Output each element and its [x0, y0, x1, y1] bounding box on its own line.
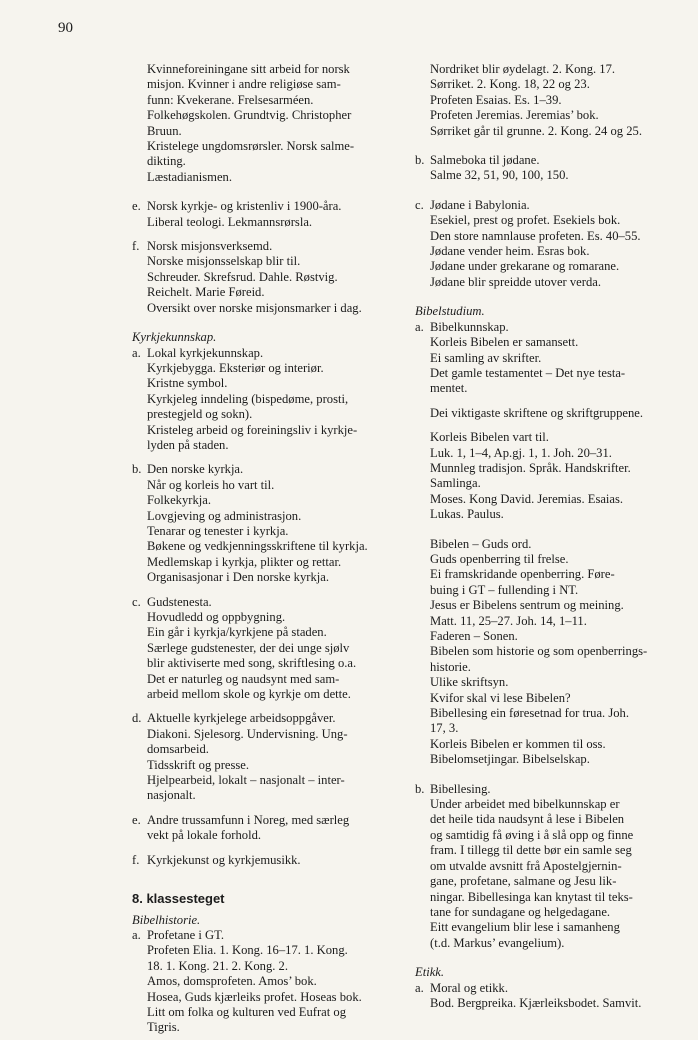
text-line: Tidsskrift og presse. [147, 757, 250, 772]
text-line: Det er naturleg og naudsynt med sam- [147, 671, 340, 686]
item-letter: a. [132, 927, 141, 942]
text-line: Samlinga. [430, 476, 481, 491]
text-line: Lokal kyrkjekunnskap. [147, 345, 264, 360]
left-column [132, 62, 390, 1036]
grade-heading: 8. klassesteget [132, 891, 225, 907]
text-line: Moral og etikk. [430, 980, 508, 995]
text-line: Kristeleg arbeid og foreiningsliv i kyrkje- [147, 422, 358, 437]
text-line: Folkehøgskolen. Grundtvig. Christopher [147, 108, 352, 123]
list-item-c [415, 198, 670, 290]
text-line: Lukas. Paulus. [430, 507, 504, 522]
text-line: Bøkene og vedkjenningsskriftene til kyrkja. [147, 539, 368, 554]
item-letter: a. [132, 345, 141, 360]
text-line: Kyrkjekunst og kyrkjemusikk. [147, 852, 301, 867]
item-letter: b. [415, 781, 425, 796]
text-line: Esekiel, prest og profet. Esekiels bok. [430, 213, 621, 228]
text-line: det heile tida naudsynt å lese i Bibelen [430, 812, 625, 827]
text-line: Særlege gudstenester, der dei unge sjølv [147, 640, 350, 655]
text-line: Jødane i Babylonia. [430, 197, 530, 212]
page-number: 90 [58, 20, 73, 36]
text-line: Luk. 1, 1–4, Ap.gj. 1, 1. Joh. 20–31. [430, 445, 612, 460]
text-line: Lovgjeving og administrasjon. [147, 508, 302, 523]
text-line: Eitt evangelium blir lese i samanheng [430, 920, 620, 935]
item-letter: e. [132, 199, 141, 214]
text-line: Kristne symbol. [147, 376, 228, 391]
text-line: Profeten Elia. 1. Kong. 16–17. 1. Kong. [147, 943, 348, 958]
text-line: dikting. [147, 154, 186, 169]
text-line: ningar. Bibellesinga kan knytast til teks- [430, 889, 633, 904]
text-line: Folkekyrkja. [147, 493, 212, 508]
list-item-d [132, 711, 390, 803]
text-line: Den norske kyrkja. [147, 462, 244, 477]
text-line: Tigris. [147, 1020, 180, 1035]
text-line: Kvifor skal vi lese Bibelen? [430, 690, 571, 705]
text-line: Sørriket. 2. Kong. 18, 22 og 23. [430, 77, 590, 92]
list-item-e2 [132, 813, 390, 844]
text-line: Hosea, Guds kjærleiks profet. Hoseas bok. [147, 989, 362, 1004]
text-line: Bibelomsetjingar. Bibelselskap. [430, 752, 590, 767]
text-line: Korleis Bibelen vart til. [430, 430, 549, 445]
text-line: Norsk kyrkje- og kristenliv i 1900-åra. [147, 199, 342, 214]
text-line: Reichelt. Marie Føreid. [147, 285, 265, 300]
text-line: 18. 1. Kong. 21. 2. Kong. 2. [147, 958, 288, 973]
list-item-c [132, 595, 390, 703]
text-line: Læstadianismen. [147, 169, 232, 184]
text-line: Moses. Kong David. Jeremias. Esaias. [430, 491, 624, 506]
text-line: Profetane i GT. [147, 927, 225, 942]
section-subheading: Bibelhistorie. [132, 912, 201, 927]
list-item-a [415, 320, 670, 768]
text-line: Salmeboka til jødane. [430, 153, 540, 168]
text-line: domsarbeid. [147, 742, 209, 757]
text-line: Gudstenesta. [147, 594, 212, 609]
text-line: Faderen – Sonen. [430, 629, 518, 643]
text-line: Bibellesing ein føresetnad for trua. Joh. [430, 706, 629, 721]
text-line: historie. [430, 659, 471, 674]
section-subheading: Bibelstudium. [415, 304, 485, 319]
text-line: mentet. [430, 381, 468, 396]
text-line: Litt om folka og kulturen ved Eufrat og [147, 1004, 347, 1019]
text-line: Profeten Esaias. Es. 1–39. [430, 92, 562, 107]
text-line: Det gamle testamentet – Det nye testa- [430, 365, 626, 380]
text-line: om utvalde avsnitt frå Apostelgjernin- [430, 858, 622, 873]
text-line: prestegjeld og sokn). [147, 407, 253, 422]
text-line: Norsk misjonsverksemd. [147, 239, 273, 254]
text-line: funn: Kvekerane. Frelsesarméen. [147, 92, 314, 107]
list-item-a [415, 981, 670, 1012]
list-item-f2 [132, 853, 390, 868]
text-line: Munnleg tradisjon. Språk. Handskrifter. [430, 460, 631, 475]
item-letter: a. [415, 319, 424, 334]
text-line: buing i GT – fullending i NT. [430, 582, 579, 597]
text-line: Hovudledd og oppbygning. [147, 610, 286, 624]
text-line: Bruun. [147, 123, 182, 138]
text-line: Jødane blir spreidde utover verda. [430, 274, 602, 289]
text-line: Schreuder. Skrefsrud. Dahle. Røstvig. [147, 269, 338, 284]
text-line: gane, profetane, salmane og Jesu lik- [430, 874, 617, 889]
item-letter: a. [415, 980, 424, 995]
item-letter: c. [132, 594, 141, 609]
text-line: blir aktiviserte med song, skriftlesing o.a. [147, 656, 357, 671]
text-line: Dei viktigaste skriftene og skriftgruppene. [430, 405, 643, 420]
text-line: Jesus er Bibelens sentrum og meining. [430, 598, 624, 613]
text-line: Matt. 11, 25–27. Joh. 14, 1–11. [430, 613, 587, 628]
list-item-b [415, 153, 670, 184]
item-letter: e. [132, 812, 141, 827]
section-subheading: Kyrkjekunnskap. [132, 330, 217, 345]
list-item-f [132, 239, 390, 316]
list-item-b [415, 782, 670, 951]
text-line: Guds openberring til frelse. [430, 551, 569, 566]
list-item-e [132, 199, 390, 230]
text-line: Korleis Bibelen er kommen til oss. [430, 736, 606, 751]
text-line: Ei samling av skrifter. [430, 350, 542, 365]
item-letter: f. [132, 239, 140, 254]
text-line: Liberal teologi. Lekmannsrørsla. [147, 214, 313, 229]
text-line: 17, 3. [430, 721, 459, 736]
text-line: Den store namnlause profeten. Es. 40–55. [430, 228, 641, 243]
text-line: Kvinneforeiningane sitt arbeid for norsk [147, 62, 350, 76]
text-line: fram. I tillegg til dette bør ein samle seg [430, 843, 632, 858]
text-line: Andre trussamfunn i Noreg, med særleg [147, 812, 350, 827]
text-line: Ulike skriftsyn. [430, 675, 509, 690]
text-line: Ei framskridande openberring. Føre- [430, 567, 615, 582]
text-line: Norske misjonsselskap blir til. [147, 254, 301, 269]
text-line: Aktuelle kyrkjelege arbeidsoppgåver. [147, 711, 336, 726]
text-line: og samtidig få øving i å slå opp og finne [430, 827, 634, 842]
text-line: Bibelen som historie og som openberrings- [430, 644, 648, 659]
list-item-a [132, 346, 390, 454]
text-line: Bibelen – Guds ord. [430, 536, 532, 551]
text-line: vekt på lokale forhold. [147, 828, 262, 843]
list-item-a [132, 928, 390, 1036]
item-letter: f. [132, 852, 140, 867]
text-line: Når og korleis ho vart til. [147, 477, 275, 492]
text-line: Diakoni. Sjelesorg. Undervisning. Ung- [147, 726, 348, 741]
section-subheading: Etikk. [415, 965, 445, 980]
list-item-b [132, 462, 390, 585]
text-line: Jødane vender heim. Esras bok. [430, 244, 590, 259]
text-line: Kyrkjebygga. Eksteriør og interiør. [147, 360, 324, 375]
text-line: Bibellesing. [430, 781, 491, 796]
text-line: Hjelpearbeid, lokalt – nasjonalt – inter- [147, 773, 345, 788]
text-line: misjon. Kvinner i andre religiøse sam- [147, 77, 341, 92]
text-line: Kyrkjeleg inndeling (bispedøme, prosti, [147, 391, 349, 406]
item-letter: d. [132, 711, 142, 726]
text-line: lyden på staden. [147, 437, 229, 452]
item-letter: c. [415, 197, 424, 212]
text-line: Organisasjonar i Den norske kyrkja. [147, 570, 329, 585]
text-line: arbeid mellom skole og kyrkje om dette. [147, 687, 351, 702]
text-line: Salme 32, 51, 90, 100, 150. [430, 168, 569, 183]
item-letter: b. [132, 462, 142, 477]
text-line: Kristelege ungdomsrørsler. Norsk salme- [147, 139, 355, 154]
text-line: Profeten Jeremias. Jeremias’ bok. [430, 108, 599, 123]
text-line: Sørriket går til grunne. 2. Kong. 24 og 25. [430, 123, 642, 138]
text-line: nasjonalt. [147, 788, 196, 803]
text-line: Bod. Bergpreika. Kjærleiksbodet. Samvit. [430, 995, 642, 1010]
text-line: Medlemskap i kyrkja, plikter og rettar. [147, 554, 342, 569]
text-line: (t.d. Markus’ evangelium). [430, 935, 565, 950]
text-line: tane for sundagane og helgedagane. [430, 904, 611, 919]
text-line: Oversikt over norske misjonsmarker i dag. [147, 300, 362, 315]
intro-block [132, 62, 390, 185]
text-line: Bibelkunnskap. [430, 319, 509, 334]
text-line: Nordriket blir øydelagt. 2. Kong. 17. [430, 62, 616, 76]
text-line: Ein går i kyrkja/kyrkjene på staden. [147, 625, 327, 640]
text-line: Korleis Bibelen er samansett. [430, 335, 579, 350]
item-letter: b. [415, 153, 425, 168]
text-line: Amos, domsprofeten. Amos’ bok. [147, 974, 317, 989]
text-line: Tenarar og tenester i kyrkja. [147, 523, 289, 538]
text-line: Jødane under grekarane og romarane. [430, 259, 620, 274]
text-line: Under arbeidet med bibelkunnskap er [430, 797, 620, 812]
right-column [415, 62, 670, 1011]
intro-block [415, 62, 670, 139]
